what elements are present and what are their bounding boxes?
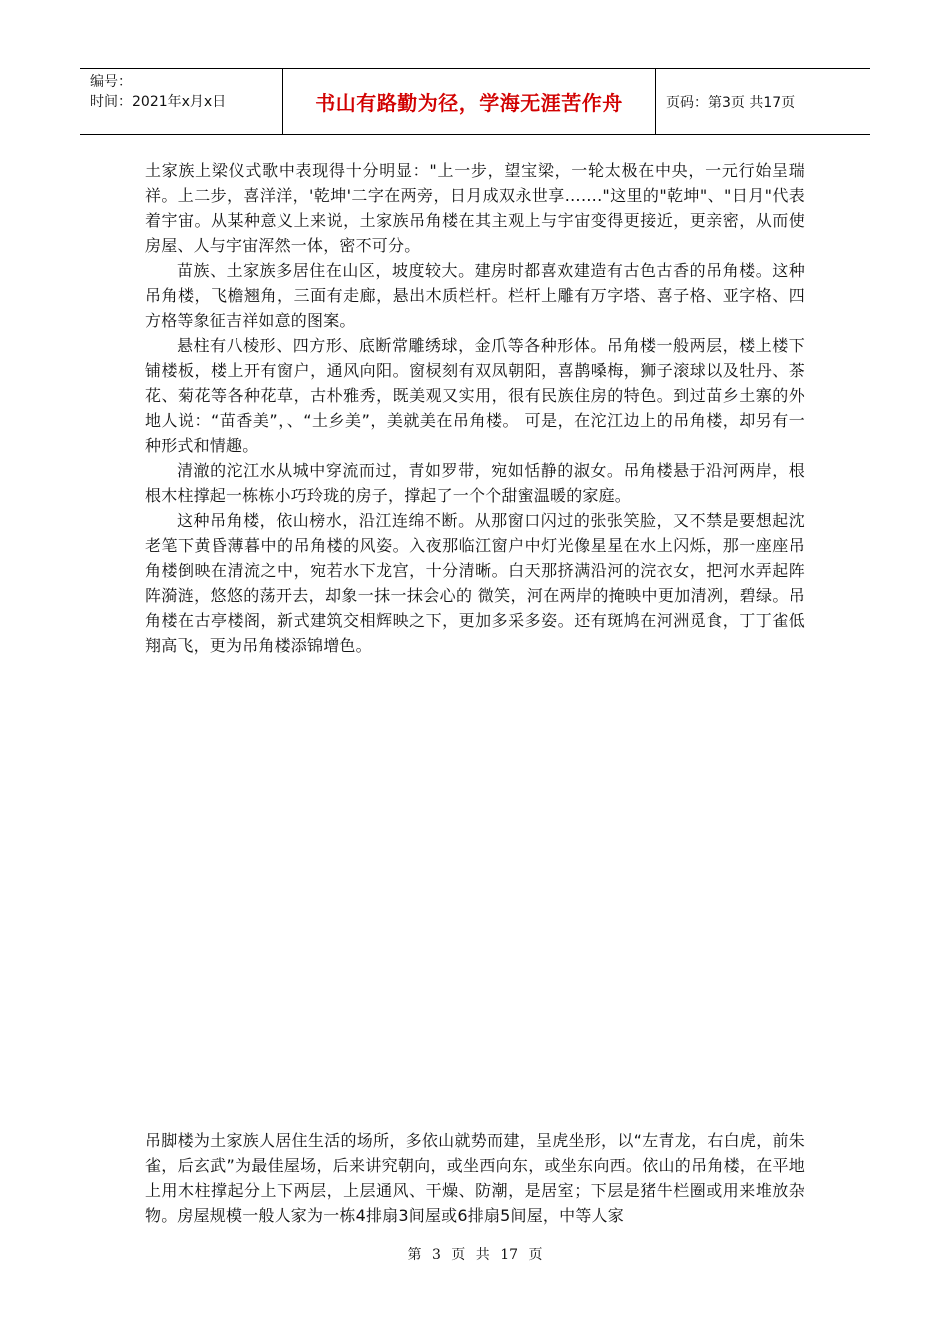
paragraph-6: 吊脚楼为土家族人居住生活的场所，多依山就势而建，呈虎坐形，以“左青龙，右白虎，前朱雀，后玄武”为最佳屋场，后来讲究朝向，或坐西向东，或坐东向西。依山的吊角楼，在平地上用木柱撑起分上下两层，上层通风、干燥、防潮，是居室；下层是猪牛栏圈或用来堆放杂物。房屋规模一般人家为一栋4排扇3间屋或6排扇5间屋，中等人家	[145, 1131, 805, 1225]
header-page-indicator: 页码：第3页 共17页	[666, 94, 796, 111]
paragraph-5: 这种吊角楼，依山榜水，沿江连绵不断。从那窗口闪过的张张笑脸，又不禁是要想起沈老笔下黄昏薄暮中的吊角楼的风姿。入夜那临江窗户中灯光像星星在水上闪烁，那一座座吊角楼倒映在清流之中，宛若水下龙宫，十分清晰。白天那挤满沿河的浣衣女，把河水弄起阵阵漪涟，悠悠的荡开去，却象一抹一抹会心的 微笑，河在两岸的掩映中更加清冽，碧绿。吊角楼在古亭楼阁，新式建筑交相辉映之下，更加多采多姿。还有斑鸠在河洲觅食，丁丁雀低翔高飞，更为吊角楼添锦增色。	[145, 511, 805, 655]
paragraph-4: 清澈的沱江水从城中穿流而过，青如罗带，宛如恬静的淑女。吊角楼悬于沿河两岸，根根木柱撑起一栋栋小巧玲珑的房子，撑起了一个个甜蜜温暖的家庭。	[145, 461, 805, 505]
page-header	[80, 68, 870, 135]
document-time-label: 时间：2021年x月x日	[90, 94, 227, 110]
paragraph-2: 苗族、土家族多居住在山区，坡度较大。建房时都喜欢建造有古色古香的吊角楼。这种吊角楼，飞檐翘角，三面有走廊，悬出木质栏杆。栏杆上雕有万字塔、喜子格、亚字格、四方格等象征吉祥如意的图案。	[145, 261, 805, 330]
paragraph-3: 悬柱有八棱形、四方形、底断常雕绣球，金爪等各种形体。吊角楼一般两层，楼上楼下铺楼板，楼上开有窗户，通风向阳。窗棂刻有双凤朝阳，喜鹊嗓梅，狮子滚球以及牡丹、茶花、菊花等各种花草，古朴雅秀，既美观又实用，很有民族住房的特色。到过苗乡土寨的外地人说：“苗香美”，、“土乡美”，美就美在吊角楼。 可是，在沱江边上的吊角楼，却另有一种形式和情趣。	[145, 336, 805, 455]
document-number-label: 编号：	[90, 74, 132, 90]
header-meta-cell	[80, 69, 283, 134]
header-motto: 书山有路勤为径，学海无涯苦作舟	[283, 69, 656, 134]
paragraph-1: 土家族上梁仪式歌中表现得十分明显："上一步，望宝梁，一轮太极在中央，一元行始呈瑞祥。上二步，喜洋洋，'乾坤'二字在两旁，日月成双永世享……."这里的"乾坤"、"日月"代表着宇宙。从某种意义上来说，土家族吊角楼在其主观上与宇宙变得更接近，更亲密，从而使房屋、人与宇宙浑然一体，密不可分。	[145, 161, 805, 255]
main-text-block	[145, 158, 805, 658]
lower-text-block	[145, 1128, 805, 1228]
page-footer: 第 3 页 共 17 页	[407, 1247, 543, 1263]
